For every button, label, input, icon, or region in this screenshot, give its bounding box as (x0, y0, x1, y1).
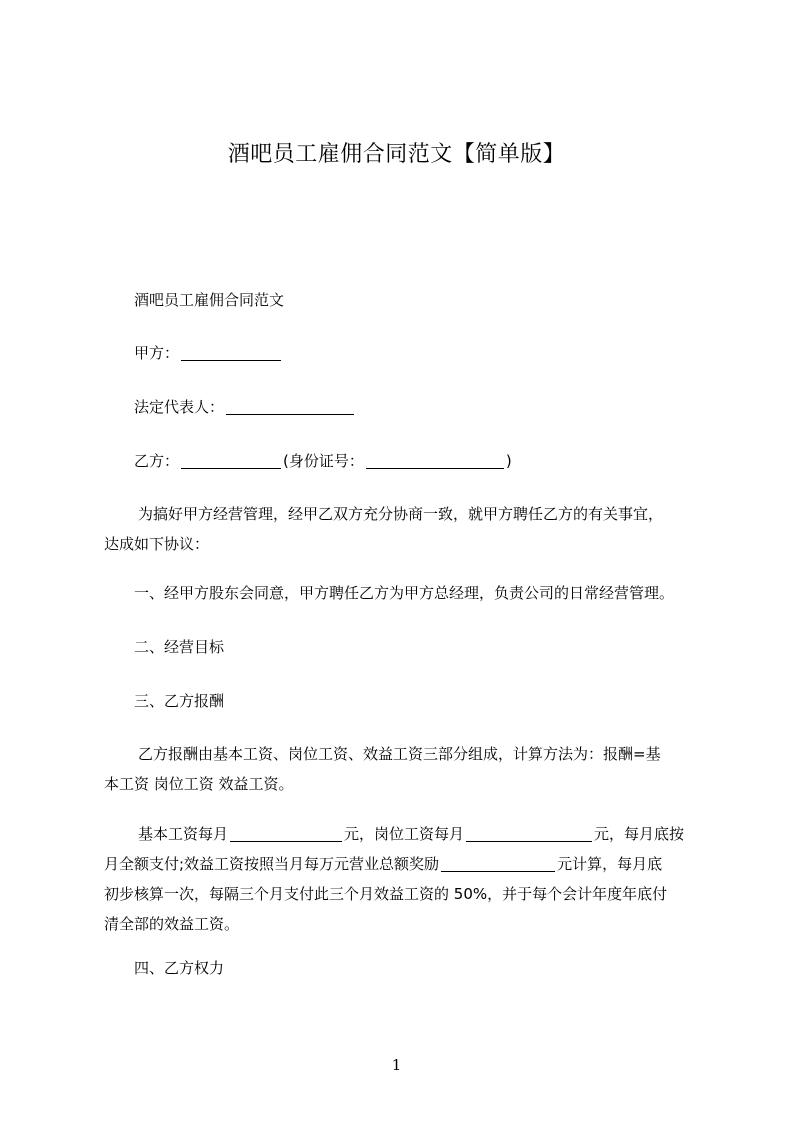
party-b-blank (181, 452, 281, 469)
party-b-line (134, 446, 714, 476)
clause-1: 一、经甲方股东会同意，甲方聘任乙方为甲方总经理，负责公司的日常经营管理。 (134, 584, 675, 602)
party-a-line (134, 338, 714, 368)
salary-line-2-part-2: 元计算，每月底 (557, 855, 663, 873)
position-salary-blank (466, 825, 592, 842)
salary-part-1: 基本工资每月 (138, 825, 229, 843)
pay-line-1: 乙方报酬由基本工资、岗位工资、效益工资三部分组成，计算方法为：报酬=基 (138, 745, 661, 763)
salary-part-3: 元，每月底按 (594, 825, 685, 843)
party-b-label: 乙方： (134, 452, 180, 470)
intro-line-2: 达成如下协议： (104, 535, 210, 553)
salary-line-2 (104, 849, 704, 879)
clause-3: 三、乙方报酬 (134, 692, 225, 710)
clause-4: 四、乙方权力 (134, 959, 225, 977)
party-b-id-close: ) (505, 452, 512, 470)
page-number: 1 (391, 1056, 402, 1074)
clause-2: 二、经营目标 (134, 638, 225, 656)
salary-line-3: 初步核算一次，每隔三个月支付此三个月效益工资的 50%，并于每个会计年度年底付 (104, 885, 668, 903)
legal-rep-blank (226, 398, 354, 415)
basic-salary-blank (230, 825, 342, 842)
document-subtitle: 酒吧员工雇佣合同范文 (134, 291, 285, 309)
legal-rep-line (134, 392, 714, 422)
bonus-rate-blank (441, 855, 555, 872)
pay-paragraph (104, 739, 704, 799)
salary-line-1 (104, 819, 704, 849)
party-a-blank (181, 344, 281, 361)
intro-paragraph (104, 499, 704, 559)
salary-line-4: 清全部的效益工资。 (104, 915, 240, 933)
intro-line-1: 为搞好甲方经营管理，经甲乙双方充分协商一致，就甲方聘任乙方的有关事宜， (138, 505, 664, 523)
salary-part-2: 元，岗位工资每月 (344, 825, 465, 843)
pay-line-2: 本工资 岗位工资 效益工资。 (104, 775, 294, 793)
party-a-label: 甲方： (134, 344, 180, 362)
salary-paragraph (104, 819, 704, 939)
document-title: 酒吧员工雇佣合同范文【简单版】 (227, 142, 566, 167)
party-b-id-blank (366, 452, 504, 469)
salary-line-2-part-1: 月全额支付;效益工资按照当月每万元营业总额奖励 (104, 855, 440, 873)
party-b-id-open: (身份证号： (283, 452, 364, 470)
legal-rep-label: 法定代表人： (134, 398, 225, 416)
